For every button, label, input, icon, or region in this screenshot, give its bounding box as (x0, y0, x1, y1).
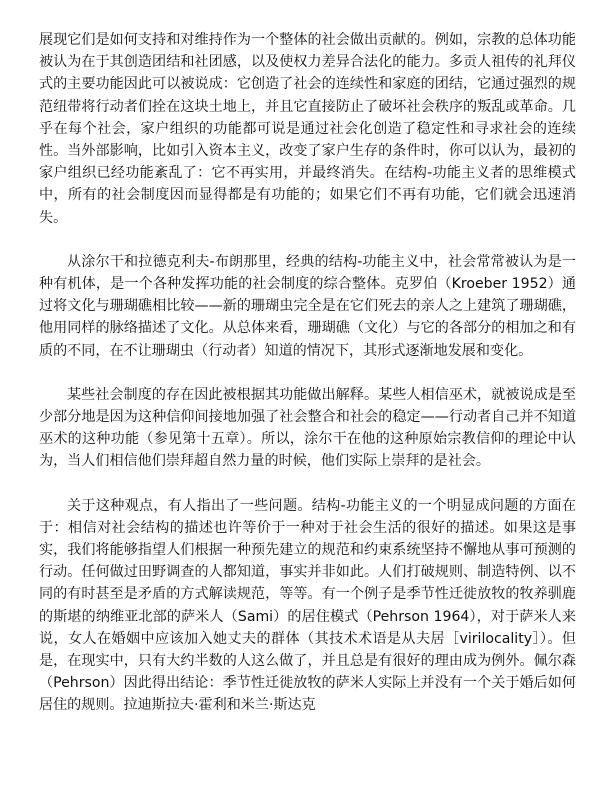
paragraph-functions-of-institutions: 展现它们是如何支持和对维持作为一个整体的社会做出贡献的。例如，宗教的总体功能被认为在于其创造团结和社团感，以及使权力差异合法化的能力。多贡人祖传的礼拜仪式的主要功能因此可以被说成：它创造了社会的连续性和家庭的团结，它通过强烈的规范纽带将行动者们拴在这块土地上，并且它直接防止了破坏社会秩序的叛乱或革命。几乎在每个社会，家户组织的功能都可说是通过社会化创造了稳定性和寻求社会的连续性。当外部影响，比如引入资本主义，改变了家户生存的条件时，你可以认为，最初的家户组织已经功能紊乱了：它不再实用，并最终消失。在结构-功能主义者的思维模式中，所有的社会制度因而显得都是有功能的；如果它们不再有功能，它们就会迅速消失。 (39, 32, 576, 226)
paragraph-organic-analogy: 从涂尔干和拉德克利夫-布朗那里，经典的结构-功能主义中，社会常常被认为是一种有机体，是一个各种发挥功能的社会制度的综合整体。克罗伯（Kroeber 1952）通过将文化与珊瑚礁相比较——新的珊瑚虫完全是在它们死去的亲人之上建筑了珊瑚礁，他用同样的脉络描述了文化。从总体来看，珊瑚礁（文化）与它的各部分的相加之和有质的不同，在不让珊瑚虫（行动者）知道的情况下，其形式逐渐地发展和变化。 (39, 253, 576, 359)
paragraph-critique: 关于这种观点，有人指出了一些问题。结构-功能主义的一个明显成问题的方面在于：相信对社会结构的描述也许等价于一种对于社会生活的很好的描述。如果这是事实，我们将能够指望人们根据一种预先建立的规范和约束系统坚持不懈地从事可预测的行动。任何做过田野调查的人都知道，事实并非如此。人们打破规则、制造特例、以不同的有时甚至是矛盾的方式解读规范，等等。有一个例子是季节性迁徙放牧的牧养驯鹿的斯堪的纳维亚北部的萨米人（Sami）的居住模式（Pehrson 1964），对于萨米人来说，女人在婚姻中应该加入她丈夫的群体（其技术术语是从夫居［virilocality］）。但是，在现实中，只有大约半数的人这么做了，并且总是有很好的理由成为例外。佩尔森（Pehrson）因此得出结论：季节性迁徙放牧的萨米人实际上并没有一个关于婚后如何居住的规则。拉迪斯拉夫·霍利和米兰·斯达克 (39, 497, 576, 714)
paragraph-functional-explanation: 某些社会制度的存在因此被根据其功能做出解释。某些人相信巫术，就被说成是至少部分地是因为这种信仰间接地加强了社会整合和社会的稳定——行动者自己并不知道巫术的这种功能（参见第十五章）。所以，涂尔干在他的这种原始宗教信仰的理论中认为，当人们相信他们崇拜超自然力量的时候，他们实际上崇拜的是社会。 (39, 386, 576, 470)
